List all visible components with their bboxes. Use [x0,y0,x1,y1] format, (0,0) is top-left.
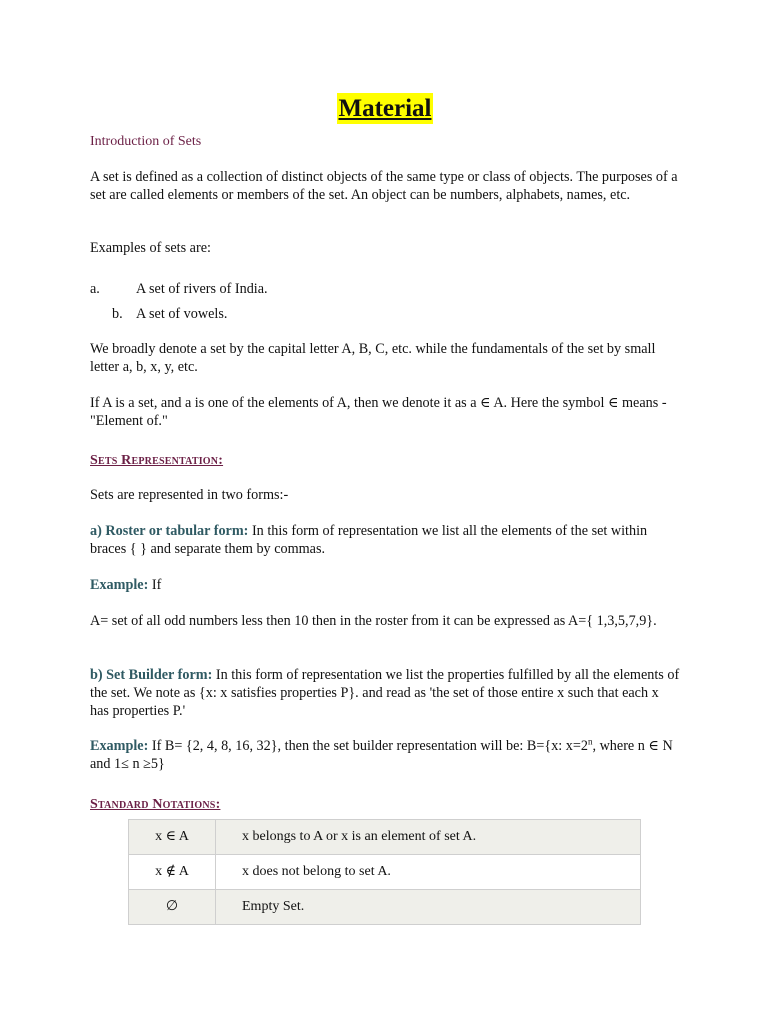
title-container [90,93,680,124]
example-text: If [148,577,162,593]
notation-symbol: x ∈ A [129,820,216,855]
set-builder-example-paragraph [90,737,680,773]
standard-notations-heading-row [90,795,680,814]
exponent: n [587,736,593,747]
roster-paragraph [90,522,680,558]
sets-representation-heading: Sets Representation: [90,453,224,468]
list-item-text: A set of rivers of India. [136,281,268,297]
notation-meaning: Empty Set. [216,890,641,925]
table-row [129,855,641,890]
table-row [129,820,641,855]
list-marker: b. [112,306,123,322]
notation-symbol: ∅ [129,890,216,925]
set-definition-paragraph: A set is defined as a collection of distinct objects of the same type or class of objects. The purposes of a set are called elements or members of the set. An object can be numbers, alphabets, names, etc. [90,169,678,203]
representation-intro: Sets are represented in two forms:- [90,487,289,503]
roster-text: In this form of representation we list all the elements of the set within braces { } and separate them by commas. [90,523,648,557]
list-marker: a. [90,281,100,297]
denote-paragraph: We broadly denote a set by the capital letter A, B, C, etc. while the fundamentals of the set by small letter a, b, x, y, etc. [90,341,656,375]
roster-example-paragraph: A= set of all odd numbers less then 10 then in the roster from it can be expressed as A={ 1,3,5,7,9}. [90,613,657,629]
examples-intro: Examples of sets are: [90,240,211,256]
page-title: Material [338,95,432,122]
element-of-paragraph: If A is a set, and a is one of the elements of A, then we denote it as a ∈ A. Here the symbol ∈ means -"Element of." [90,395,667,429]
notations-table [128,819,641,925]
example-label: Example: [90,738,149,754]
sets-representation-heading-row [90,451,680,470]
notation-meaning: x does not belong to set A. [216,855,641,890]
example-text-before: If B= {2, 4, 8, 16, 32}, then the set builder representation will be: B={x: x=2 [148,738,588,754]
example-label: Example: [90,577,149,593]
roster-term: a) Roster or tabular form: [90,523,249,539]
table-row [129,890,641,925]
set-builder-text: In this form of representation we list the properties fulfilled by all the elements of the set. We note as {x: x satisfies properties P}. and read as 'the set of those entire x such that each x has properties P.' [90,667,680,719]
list-item-text: A set of vowels. [136,306,228,322]
notation-meaning: x belongs to A or x is an element of set A. [216,820,641,855]
standard-notations-heading: Standard Notations: [90,797,221,812]
intro-heading: Introduction of Sets [90,134,202,149]
example-text-after: , where n ∈ N and 1≤ n ≥5} [90,738,673,772]
set-builder-paragraph [90,666,680,720]
notation-symbol: x ∉ A [129,855,216,890]
example-paragraph [90,576,680,594]
set-builder-term: b) Set Builder form: [90,667,213,683]
